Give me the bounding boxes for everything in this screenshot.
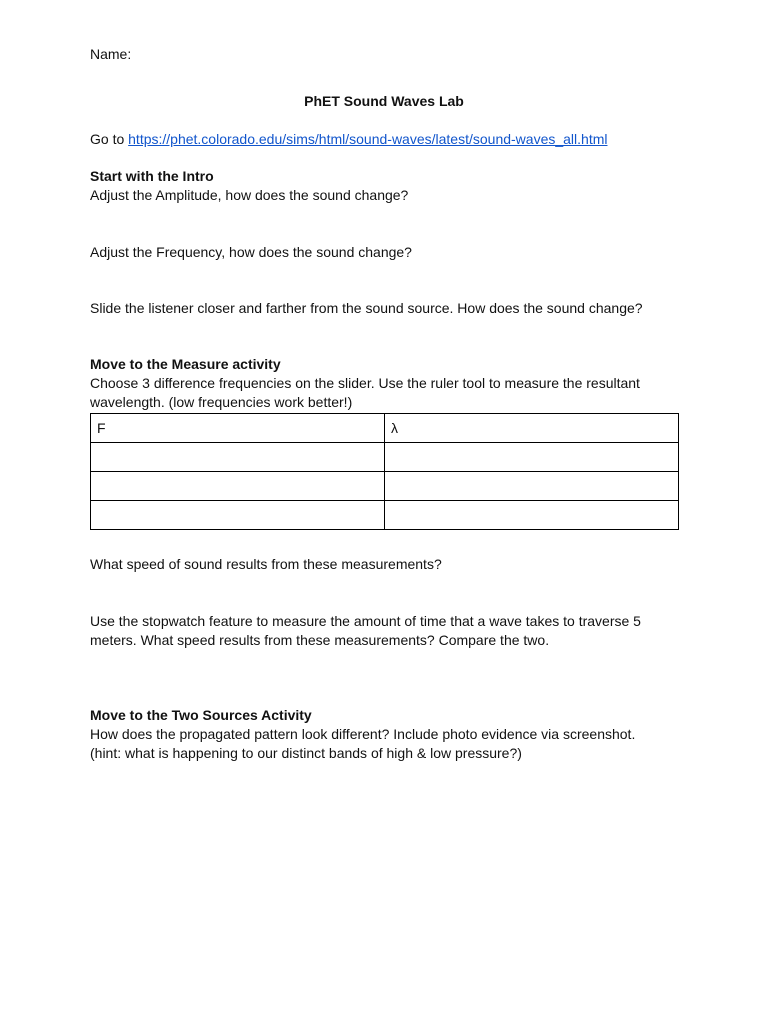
measure-heading: Move to the Measure activity bbox=[90, 356, 281, 372]
table-row bbox=[91, 443, 679, 472]
frequency-wavelength-table bbox=[90, 413, 679, 530]
page-title: PhET Sound Waves Lab bbox=[304, 93, 464, 109]
table-cell[interactable] bbox=[91, 472, 385, 501]
table-header-frequency: F bbox=[91, 414, 385, 443]
goto-line bbox=[90, 130, 608, 149]
intro-question-amplitude: Adjust the Amplitude, how does the sound change? bbox=[90, 187, 409, 203]
table-row bbox=[91, 472, 679, 501]
intro-question-frequency: Adjust the Frequency, how does the sound change? bbox=[90, 244, 412, 260]
table-header-row bbox=[91, 414, 679, 443]
measure-instructions-line1: Choose 3 difference frequencies on the slider. Use the ruler tool to measure the resultant bbox=[90, 375, 640, 391]
intro-heading: Start with the Intro bbox=[90, 168, 214, 184]
table-cell[interactable] bbox=[385, 443, 679, 472]
table-cell[interactable] bbox=[91, 501, 385, 530]
measure-question-speed: What speed of sound results from these measurements? bbox=[90, 556, 442, 572]
goto-prefix: Go to bbox=[90, 131, 129, 147]
two-sources-heading: Move to the Two Sources Activity bbox=[90, 707, 312, 723]
table-header-wavelength: λ bbox=[385, 414, 679, 443]
table-cell[interactable] bbox=[91, 443, 385, 472]
two-sources-line1: How does the propagated pattern look different? Include photo evidence via screenshot. bbox=[90, 726, 636, 742]
name-label: Name: bbox=[90, 46, 132, 62]
intro-question-listener: Slide the listener closer and farther from the sound source. How does the sound change? bbox=[90, 300, 643, 316]
table-cell[interactable] bbox=[385, 472, 679, 501]
measure-instructions-line2: wavelength. (low frequencies work better!) bbox=[90, 394, 353, 410]
sim-link[interactable]: https://phet.colorado.edu/sims/html/sound-waves/latest/sound-waves_all.html bbox=[128, 131, 608, 147]
stopwatch-line1: Use the stopwatch feature to measure the amount of time that a wave takes to traverse 5 bbox=[90, 613, 641, 629]
table-row bbox=[91, 501, 679, 530]
two-sources-line2: (hint: what is happening to our distinct bands of high & low pressure?) bbox=[90, 745, 522, 761]
table-cell[interactable] bbox=[385, 501, 679, 530]
stopwatch-line2: meters. What speed results from these measurements? Compare the two. bbox=[90, 632, 550, 648]
